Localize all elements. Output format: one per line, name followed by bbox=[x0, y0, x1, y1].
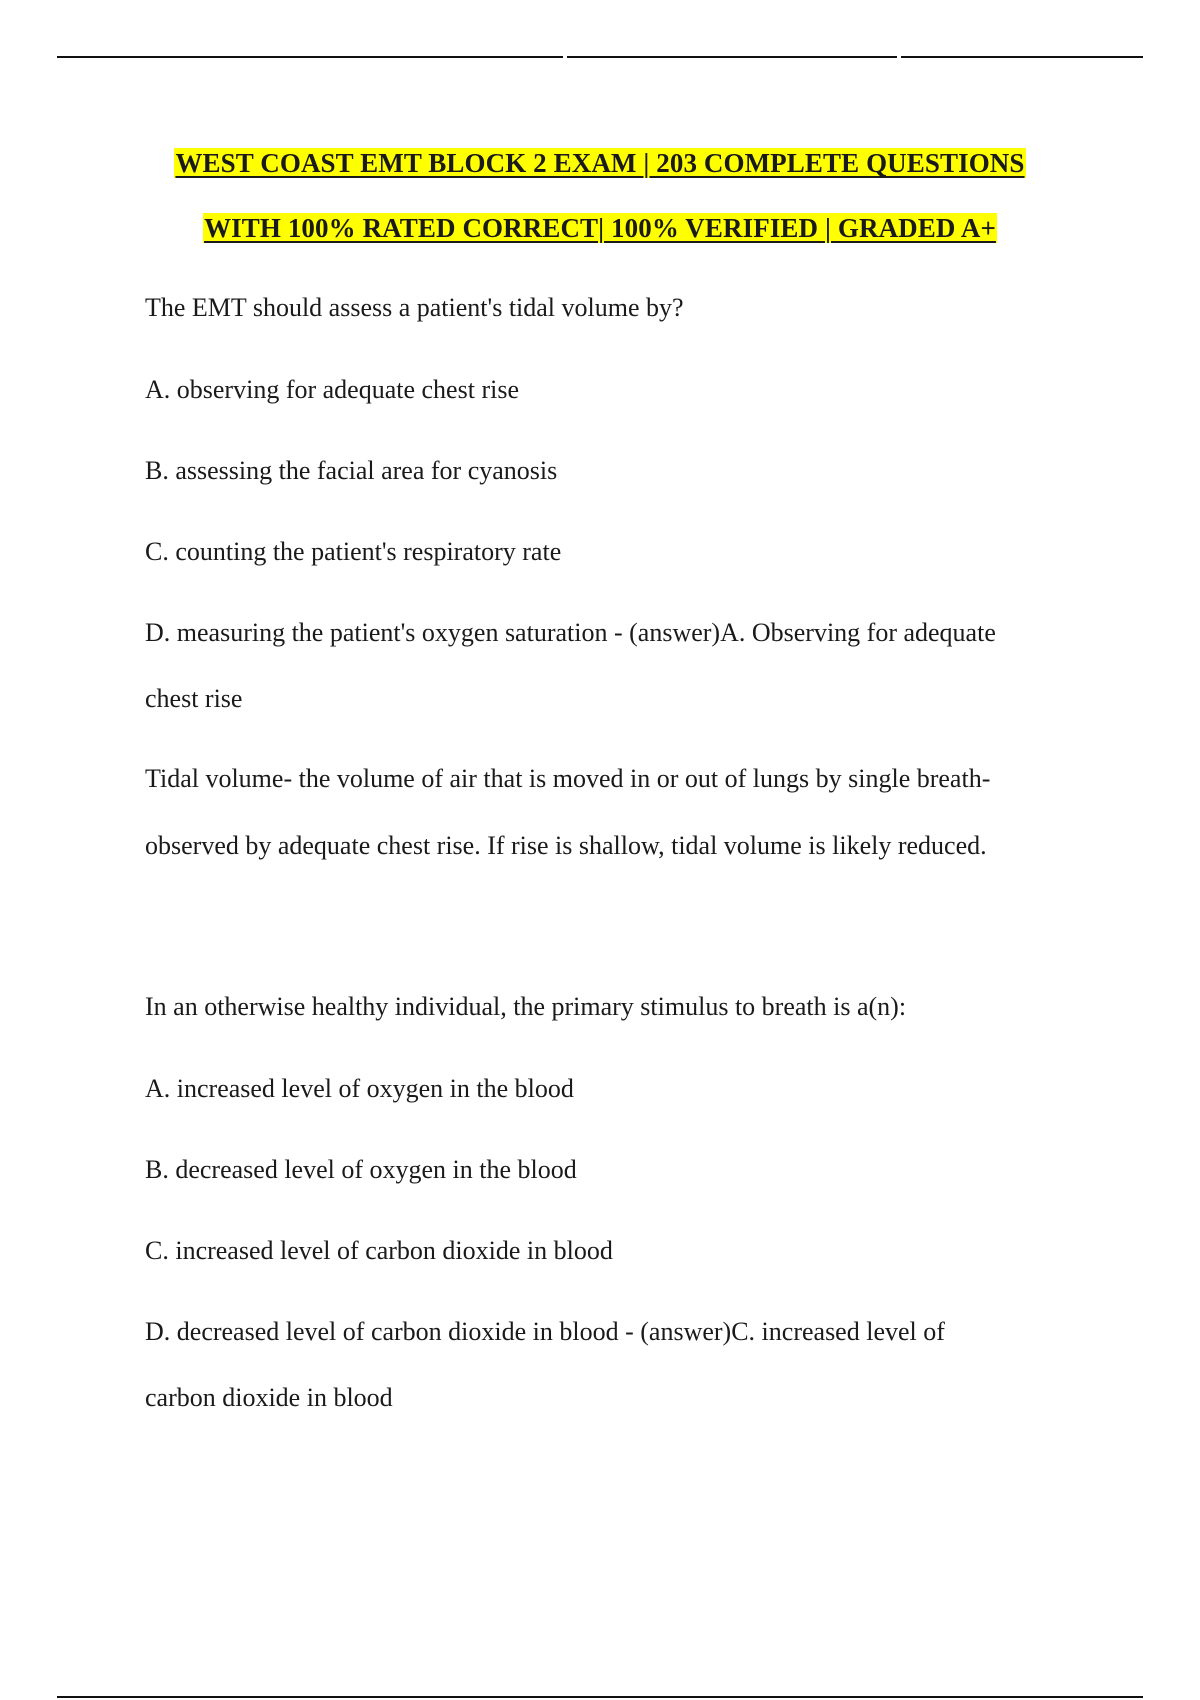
question-2-option-a: A. increased level of oxygen in the blood bbox=[145, 1074, 574, 1103]
question-1-option-c: C. counting the patient's respiratory rate bbox=[145, 537, 562, 566]
footer-rule bbox=[57, 1696, 1143, 1698]
header-rule-right bbox=[901, 56, 1143, 58]
question-2-option-d-line-2: carbon dioxide in blood bbox=[145, 1383, 393, 1412]
title-highlight-2: WITH 100% RATED CORRECT| 100% VERIFIED | GRADED A+ bbox=[204, 213, 996, 243]
question-2-option-c: C. increased level of carbon dioxide in blood bbox=[145, 1236, 613, 1265]
document-title-line-2 bbox=[0, 211, 1200, 245]
question-2-option-b: B. decreased level of oxygen in the blood bbox=[145, 1155, 577, 1184]
question-1-text: The EMT should assess a patient's tidal volume by? bbox=[145, 293, 684, 322]
question-2-option-d-line-1: D. decreased level of carbon dioxide in blood - (answer)C. increased level of bbox=[145, 1317, 945, 1346]
header-rule-middle bbox=[567, 56, 897, 58]
question-1-option-b: B. assessing the facial area for cyanosis bbox=[145, 456, 558, 485]
question-2-text: In an otherwise healthy individual, the primary stimulus to breath is a(n): bbox=[145, 992, 907, 1021]
title-highlight-1: WEST COAST EMT BLOCK 2 EXAM | 203 COMPLETE QUESTIONS bbox=[175, 148, 1025, 178]
question-1-explanation-line-1: Tidal volume- the volume of air that is moved in or out of lungs by single breath- bbox=[145, 764, 991, 793]
question-1-option-a: A. observing for adequate chest rise bbox=[145, 375, 519, 404]
question-1-option-d-line-2: chest rise bbox=[145, 684, 243, 713]
question-1-option-d-line-1: D. measuring the patient's oxygen saturation - (answer)A. Observing for adequate bbox=[145, 618, 996, 647]
document-title-line-1 bbox=[0, 146, 1200, 180]
header-rule-left bbox=[57, 56, 563, 58]
question-1-explanation-line-2: observed by adequate chest rise. If rise is shallow, tidal volume is likely reduced. bbox=[145, 831, 987, 860]
